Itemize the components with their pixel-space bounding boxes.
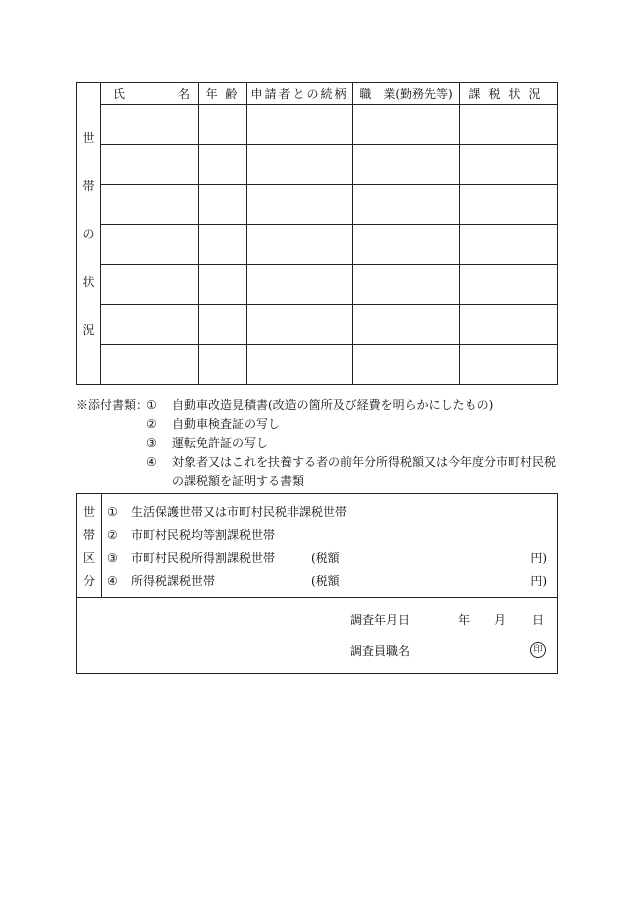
age-cell[interactable]: [199, 185, 247, 225]
category-text: 市町村民税所得割課税世帯: [131, 551, 276, 565]
name-cell[interactable]: [101, 145, 199, 185]
category-text: 市町村民税均等割課税世帯: [131, 528, 276, 542]
header-name: [101, 83, 199, 105]
tax-amount-label: (税額: [311, 574, 340, 588]
seal-mark-icon: 印: [530, 642, 546, 658]
age-cell[interactable]: [199, 145, 247, 185]
attachment-item: [146, 453, 556, 472]
month-label: 月: [494, 613, 507, 627]
occupation-cell[interactable]: [353, 145, 460, 185]
category-text: 所得税課税世帯: [131, 574, 216, 588]
survey-date-row: [350, 611, 550, 629]
attachment-text: 自動車検査証の写し: [172, 417, 281, 431]
attachment-text: 対象者又はこれを扶養する者の前年分所得税額又は今年度分市町村民税: [172, 455, 557, 469]
attachments-list: [146, 396, 556, 491]
survey-date-label: 調査年月日: [350, 613, 411, 627]
occupation-cell[interactable]: [353, 265, 460, 305]
header-tax-status: 課税状況: [460, 83, 558, 105]
occupation-cell[interactable]: [353, 105, 460, 145]
day-label: 日: [532, 613, 545, 627]
name-cell[interactable]: [101, 305, 199, 345]
occupation-cell[interactable]: [353, 185, 460, 225]
side-char: 世: [82, 130, 95, 145]
name-cell[interactable]: [101, 105, 199, 145]
age-cell[interactable]: [199, 265, 247, 305]
yen-label: 円): [530, 574, 547, 588]
category-list: [107, 501, 547, 593]
side-char: 状: [82, 274, 95, 289]
header-name-left: 氏: [113, 87, 126, 101]
category-option[interactable]: [107, 501, 547, 524]
household-category-section: [77, 494, 557, 598]
side-char: 帯: [82, 528, 95, 542]
surveyor-title-label: 調査員職名: [350, 644, 411, 658]
table-row: [77, 145, 558, 185]
attachment-number: ②: [146, 417, 157, 431]
table-header-row: [77, 83, 558, 105]
side-char: 世: [82, 505, 95, 519]
attachment-number: ③: [146, 436, 157, 450]
category-number: ②: [107, 528, 118, 542]
yen-label: 円): [530, 551, 547, 565]
relation-cell[interactable]: [247, 345, 353, 385]
year-label: 年: [458, 613, 471, 627]
category-number: ①: [107, 505, 118, 519]
age-cell[interactable]: [199, 345, 247, 385]
table-row: [77, 225, 558, 265]
relation-cell[interactable]: [247, 145, 353, 185]
table-row: [77, 185, 558, 225]
name-cell[interactable]: [101, 265, 199, 305]
tax-amount-label: (税額: [311, 551, 340, 565]
occupation-cell[interactable]: [353, 345, 460, 385]
table-row: [77, 305, 558, 345]
side-char: 況: [82, 322, 95, 337]
category-text: 生活保護世帯又は市町村民税非課税世帯: [131, 505, 348, 519]
side-char: 区: [82, 551, 95, 565]
household-status-table: [76, 82, 558, 385]
attachment-text: 運転免許証の写し: [172, 436, 269, 450]
attachment-number: ①: [146, 398, 157, 412]
category-option[interactable]: [107, 524, 547, 547]
category-number: ③: [107, 551, 118, 565]
header-name-right: 名: [177, 87, 190, 101]
header-occupation: 職 業(勤務先等): [353, 83, 460, 105]
attachment-text: 自動車改造見積書(改造の箇所及び経費を明らかにしたもの): [172, 398, 494, 412]
side-char: の: [82, 226, 95, 241]
surveyor-row: [350, 642, 550, 660]
header-relation: 申請者との続柄: [247, 83, 353, 105]
name-cell[interactable]: [101, 185, 199, 225]
relation-cell[interactable]: [247, 305, 353, 345]
household-side-label: [77, 83, 101, 385]
relation-cell[interactable]: [247, 265, 353, 305]
category-number: ④: [107, 574, 118, 588]
classification-box: [76, 493, 558, 674]
tax-status-cell[interactable]: [460, 185, 558, 225]
name-cell[interactable]: [101, 225, 199, 265]
relation-cell[interactable]: [247, 225, 353, 265]
occupation-cell[interactable]: [353, 305, 460, 345]
table-row: [77, 345, 558, 385]
tax-status-cell[interactable]: [460, 105, 558, 145]
tax-status-cell[interactable]: [460, 345, 558, 385]
side-char: 分: [82, 574, 95, 588]
category-side-label: [77, 494, 102, 597]
table-row: [77, 105, 558, 145]
name-cell[interactable]: [101, 345, 199, 385]
relation-cell[interactable]: [247, 105, 353, 145]
attachments-heading: ※添付書類：: [76, 398, 149, 412]
side-char: 帯: [82, 178, 95, 193]
category-option[interactable]: [107, 547, 547, 570]
tax-status-cell[interactable]: [460, 305, 558, 345]
tax-status-cell[interactable]: [460, 225, 558, 265]
occupation-cell[interactable]: [353, 225, 460, 265]
attachment-item: [146, 434, 556, 453]
age-cell[interactable]: [199, 225, 247, 265]
attachment-item: [146, 415, 556, 434]
header-age: 年 齢: [199, 83, 247, 105]
tax-status-cell[interactable]: [460, 265, 558, 305]
tax-status-cell[interactable]: [460, 145, 558, 185]
age-cell[interactable]: [199, 105, 247, 145]
table-row: [77, 265, 558, 305]
attachment-number: ④: [146, 455, 157, 469]
category-option[interactable]: [107, 570, 547, 593]
attachment-item: [146, 396, 556, 415]
attachment-item-continuation: の課税額を証明する書類: [172, 474, 305, 488]
relation-cell[interactable]: [247, 185, 353, 225]
age-cell[interactable]: [199, 305, 247, 345]
